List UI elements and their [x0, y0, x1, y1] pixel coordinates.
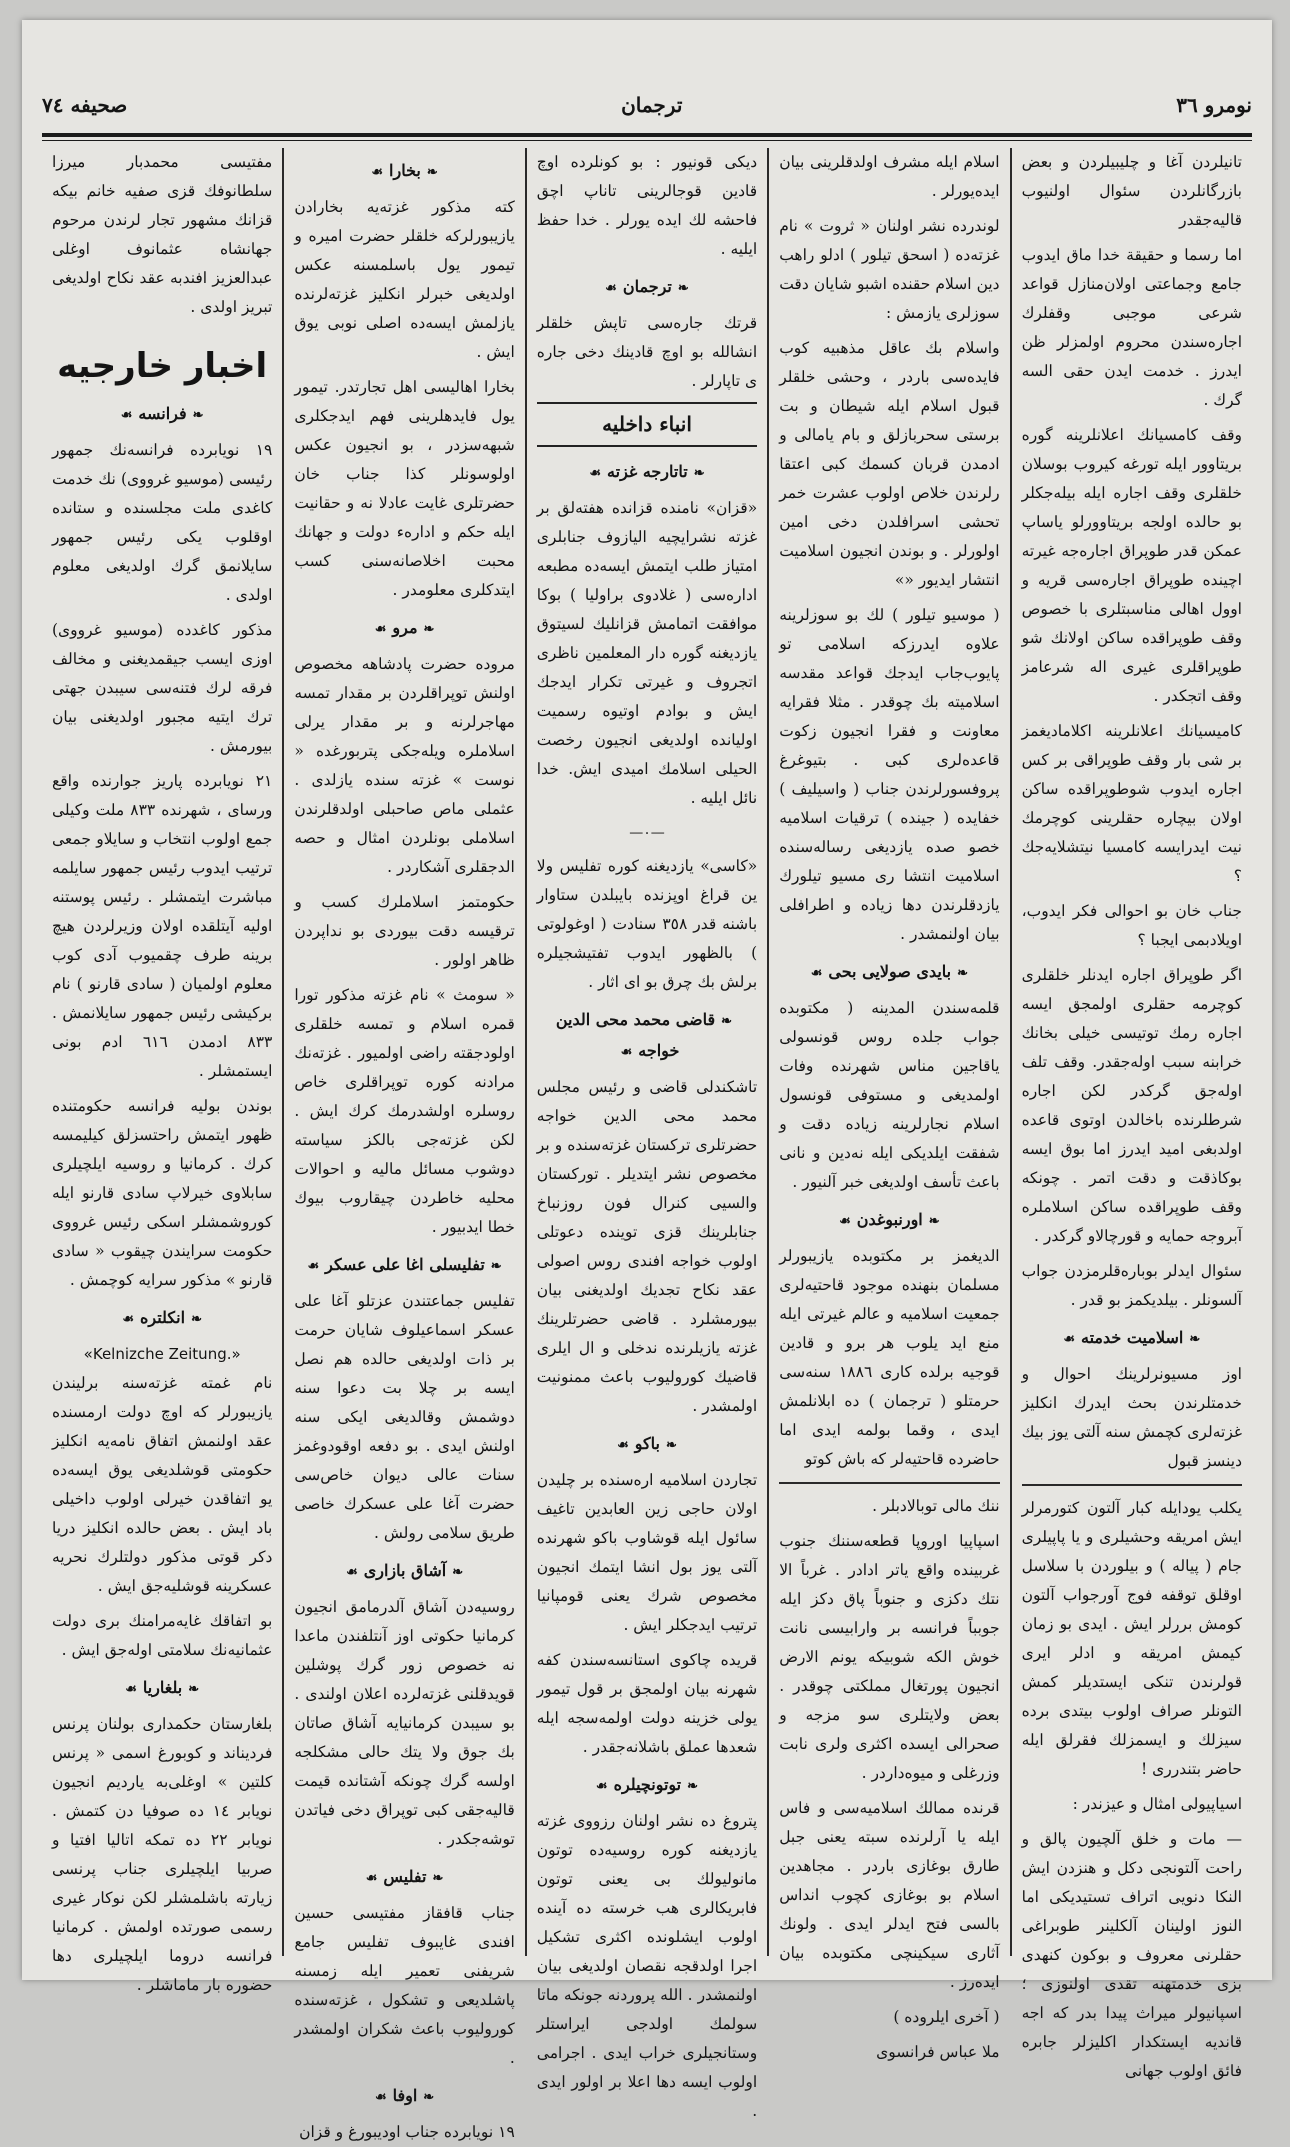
section-heading [294, 156, 514, 187]
ornament-icon: ❧ [192, 408, 204, 423]
section-heading-text: انكلتره [140, 1308, 186, 1327]
ornament-icon: ❧ [423, 622, 435, 637]
header-rule-thin [42, 140, 1252, 141]
ornament-icon: ❧ [426, 165, 438, 180]
section-heading-text: بايدی صولايی بحی [828, 962, 952, 981]
section-heading-text: توتونچيلره [613, 1775, 682, 1794]
paragraph: قرتك جاره‌سی تاپش خلقلر انشالله بو اوچ قادينك دخی جاره‌ ی تاپارلر . [536, 314, 758, 390]
paragraph: « سومث » نام غزته مذكور تورا قمره اسلام و تمسه خلقلری اولودجقته راضی اولميور . غزته‌نك مرادنه كوره توپراقلری خاص روسلره اولشدرمك كرك ايش . لكن غزته‌جی بالكز سياسته دوشوب مسائل ماليه و احوالات محليه خاطردن چيقاروب بيوك خطا ايدبيور . [294, 986, 515, 1236]
paragraph: كاميسيانك اعلانلرينه اكلاماديغمز بر شی بار وقف طوپراقی بر كس اجاره ايدوب شوطوپراقده ساكن اولان بيچاره حقلرينی كوچرمك نيت ايدرايسه كامسيا نيتشلايه‌جك ؟ [1021, 722, 1242, 885]
page-number: صحيفه ٧٤ [42, 93, 128, 117]
section-heading-text: اسلاميت خدمته [1081, 1328, 1184, 1347]
paragraph: ننك مالی توبالادبلر . [872, 1497, 1000, 1515]
ornament-icon: ❧ [721, 1014, 733, 1029]
ornament-icon: ☙ [365, 1871, 378, 1886]
issue-number: نومرو ٣٦ [1176, 93, 1252, 117]
ornament-icon: ☙ [839, 1214, 851, 1229]
ornament-icon: ❧ [423, 2090, 435, 2105]
paragraph: ١٩ نويابرده جناب اوديبورغ و قزان [299, 2123, 515, 2141]
paragraph: ١٩ نويابرده فرانسه‌نك جمهور رئيسی (موسيو غرووی) نك خدمت كاغدی ملت مجلسنده و ستانده اوقلوب يكی رئيس جمهور سايلانمق گرك اولديغی معلوم اولدی . [51, 441, 273, 604]
column-4 [282, 148, 524, 2141]
section-heading [537, 1429, 757, 1460]
column-1 [1010, 148, 1252, 2080]
ornament-icon: ❧ [677, 281, 689, 296]
section-heading-text: تاتارجه غزته [607, 462, 688, 481]
section-heading [537, 272, 757, 303]
ornament-icon: ☙ [620, 1045, 633, 1060]
section-heading [52, 1303, 272, 1334]
ornament-icon: ☙ [810, 966, 823, 981]
ornament-icon: ❧ [432, 1871, 444, 1886]
section-banner: انباء داخليه [537, 402, 757, 447]
section-heading-text: آشاق بازاری [363, 1561, 447, 1580]
section-heading-text: بخارا [389, 161, 421, 180]
paragraph: قرنده ممالك اسلاميه‌سی و فاس ايله يا آرلرنده سبته يعنی جبل طارق بوغازی باردر . مجاهدين اسلام بو بوغازی كچوب انداس بالسی فتح ايدلر ايدی . ولونك آثاری سيكينچی‌ مكتوبده بيان ايده‌رز . [779, 1799, 1000, 1991]
paragraph: بلغارستان حكمداری بولنان پرنس فرديناند و كوبورغ اسمی « پرنس كلتين » اوغلی‌به يارديم انجيون نويابر ١٤ ده صوفيا دن كتمش . نويابر ٢٢ ده تمكه اتاليا افتيا و صربيا ايلچيلری جناب پرنسی زيارته باشلمشلر لكن نوكار غيری رسمی صورتده اولمش . كرمانيا فرانسه دروما ايلچيلری دها حضوره بار ماماشلر . [51, 1715, 273, 1994]
masthead-title: ترجمان [621, 93, 683, 117]
column-2 [767, 148, 1009, 2061]
paragraph: ملا عباس فرانسوی [876, 2043, 1000, 2061]
ornament-icon: ☙ [307, 1259, 320, 1274]
paragraph: مروده حضرت پادشاهه مخصوص اولنش توپراقلردن بر مقدار تمسه مهاجرلرنه و بر مقدار يرلی اسلاملره ويله‌جكی پتربورغده « نوست » غزته سنده يازلدی . عثملی ماص صاحبلی اولدقلرندن اسلاملی بونلردن امثال و حصه الدجقلری آشكاردر . [294, 655, 515, 876]
paragraph: تجاردن اسلاميه اره‌سنده بر چليدن اولان حاجی زين العابدين تاغيف سائول ايله قوشاوب باكو شهرنده آلتی يوز بول انشا ايتمك انجيون مخصوص شرك يعنی قومپانيا ترتيب ايدجكلر ايش . [536, 1471, 758, 1634]
section-heading [294, 2081, 514, 2112]
ornament-icon: ❧ [191, 1312, 202, 1327]
section-title-large: اخبار خارجيه [57, 346, 268, 386]
ornament-icon: ☙ [122, 1312, 134, 1327]
section-heading-text: مرو [392, 618, 418, 637]
paragraph: تفليس جماعتندن عزتلو آغا علی عسكر اسماعيلوف شايان حرمت بر ذات اولديغی حالده هم نصل ايسه بر چلا بت دعوا سنه دوشمش وقالديغی ايكی سنه اولنش ايدی . بو دفعه اوقودوغمز سنات عالی ديوان خاص‌سی حضرت آغا علی عسكرك خاصی طريق سلامی رولش . [294, 1292, 515, 1542]
section-heading [294, 613, 514, 644]
paragraph: اسلام ايله مشرف اولدقلرينی بيان ايده‌يورلر . [779, 153, 1000, 200]
paragraph: الديغمز بر مكتوبده يازيبورلر مسلمان بنهنده موجود قاحتيه‌لری جمعيت اسلاميه و عالم غيرتی ايله منع ايد يلوب هر برو و قادين قوجيه برلده كاری ١٨٨٦ سنه‌سی حرمتلو ( ترجمان ) ده ابلانلمش ايدی ، وقما بولمه ايدی اما حاضرده قاحتيه‌لر كه باش كوتو [779, 1247, 1000, 1468]
paragraph: «كاسی» يازديغنه كوره تفليس ولا ين قراغ اوپزنده بايبلدن ستاوار باشنه قدر ٣٥٨ سنادت ( اوغولوتی ) بالظهور ايدوب تفتيشجيلره برلش بك چرق بو ای اثار . [536, 857, 758, 991]
header-rule [42, 133, 1252, 137]
section-heading-text: بلغاريا [142, 1678, 183, 1697]
paragraph: اما رسما و حقيقة خدا ماق ايدوب جامع وجماعتی اولان‌منازل قواعد شرعی موجبی وقفلرك اجاره‌سندن محروم اولمزلر ظن ايدرز . خدمت ايدن حقی السه گرك . [1021, 246, 1242, 409]
section-heading [52, 1673, 272, 1704]
section-heading-text: ترجمان [622, 277, 672, 296]
ornament-icon: ❧ [490, 1259, 502, 1274]
ornament-icon: ❧ [928, 1214, 940, 1229]
ornament-icon: ❧ [188, 1682, 200, 1697]
section-heading [294, 1556, 514, 1587]
ornament-icon: ☙ [595, 1779, 608, 1794]
paragraph: ( موسيو تيلور ) لك بو سوزلرينه علاوه ايدرزكه اسلامی تو پايوب‌جاب ايدجك قواعد مقدسه اسلاميته بك چوقدر . مثلا فقرايه معاونت و فقرا انجيون زكوت قاعده‌لری كبی . بتيوغرغ پروفسورلرندن جناب ( واسيليف ) خفايده ( جينده ) ترقيات اسلاميه خصو صده يازديغی رساله‌سنده اسلاميت انتشا ری مسيو تيلورك يازدقلرندن دها زياده و اطرافلی بيان اولنمشدر . [779, 606, 1000, 943]
section-heading-text: تفليس [383, 1867, 427, 1886]
columns-container [42, 148, 1252, 2141]
paragraph: قلمه‌سندن المدينه ( مكتوبده جواب جلده روس قونسولی ياقاجين مناس شهرنده وفات اولمديغی و مستوفی قونسول اسلام نجارلرينه زياده دقت و شفقت ايلديكی ايله نه‌دين و نانی باعث تأسف اولديغی خبر آلنيور . [779, 999, 1000, 1191]
paragraph: پتروغ ده نشر اولنان رزووی غزته يازديغنه كوره روسيه‌ده توتون مانوليولك بی يعنی توتون فابريكالری هب خرسته ده آينده اولوب ايشلونده اكثری تشكيل اجرا اولدقجه نقصان اولديغی بيان اولنمشدر . الله پروردنه جونكه ماتا سولمك اولدجی ايراستلر وستانجيلری خراب ايدی . اجرامی اولوب ايسه دها اعلا بر اولور ايدی . [536, 1812, 758, 2120]
section-heading-text: قاضی محمد محی الدين خواجه [555, 1010, 716, 1060]
ornament-icon: ❧ [957, 966, 969, 981]
section-heading-text: باكو [634, 1434, 660, 1453]
foreign-title: «Kelnizche Zeitung.» [83, 1345, 241, 1363]
ornament-icon: ☙ [371, 165, 384, 180]
paragraph: نام غمته غزته‌سنه برليندن يازيبورلر كه اوچ دولت ارمسنده عقد اولنمش اتفاق نامه‌يه انكليز حكومتی قوشلديغی يوق ايسه‌ده يو اتفاقدن خيرلی اولوب داخيلی باد ايش . بعض حالده انكليز دريا دكر قوتی مذكور دولتلرك نحريه عسكرينه قوشليه‌جق ايش . [51, 1374, 273, 1595]
ornament-icon: ☙ [125, 1682, 137, 1697]
paragraph: سئوال ايدلر بوباره‌قلرمزدن جواب آلسونلر . بيلديكمز بو قدر . [1021, 1262, 1242, 1309]
section-heading [1022, 1323, 1242, 1354]
ornament-icon: ☙ [374, 2090, 387, 2105]
section-heading [779, 1205, 999, 1236]
section-heading [537, 1005, 757, 1067]
paragraph: اوز مسيونرلرينك احوال و خدمتلرندن بحث ايدرك انكليز غزته‌لری كچمش سنه آلتی يوز بيك دينسز قبول [1021, 1365, 1242, 1470]
ornament-icon: ☙ [617, 1438, 629, 1453]
paragraph: روسيه‌دن آشاق آلدرمامق انجيون كرمانيا حكوتی اوز آنتلفندن ماعدا نه خصوص زور گرك پوشلين قويدقلنی غزته‌لرده اعلان اولندی . بو سيبدن كرمانيايه آشاق صاتان بك جوق ولا يتك حالی مشكلجه اولسه گرك چونكه آشتانده قيمت قاليه‌جقی كبی توپراق دخی فياتدن توشه‌جكدر . [294, 1598, 515, 1848]
ornament-icon: ☙ [1063, 1332, 1075, 1347]
ornament-icon: ❧ [1189, 1332, 1201, 1347]
column-5 [42, 148, 282, 1994]
section-heading [779, 957, 999, 988]
paragraph: واسلام بك عاقل مذهبيه كوب فايده‌سی باردر ، وحشی خلقلر قبول اسلام ايله شيطان و بت برستی سحربازلق و بام يامالی و ادمدن قربان كسمك كبی اعتقا رلرندن خلاص اولوب عشرت خمر تحشی اسرافلدن دخی امين اولورلر . و بوندن انجيون اسلاميت انتشار ايديور «» [779, 339, 1000, 589]
paragraph: لوندرده نشر اولنان « ثروت » نام غزته‌ده ( اسحق تيلور ) ادلو راهب دين اسلام حقنده اشبو شايان دقت سوزلری يازمش : [779, 217, 1000, 322]
ornament-icon: ☙ [374, 622, 387, 637]
section-heading [294, 1250, 514, 1281]
section-heading [537, 457, 757, 488]
paragraph: ٢١ نويابرده پاريز جوارنده واقع ورسای ، شهرنده ٨٣٣ ملت وكيلی جمع اولوب انتخاب و سايلاو جمعی ترتيب ايدوب رئيس جمهور سايلمه مباشرت ايتمشلر . رئيس پوستنه اوليه آيتلقده اولان وزيرلردن هيچ برينه طرف چقميوب آدی كوب معلوم اولميان ( سادی قارنو ) نام بركيشی رئيس جمهور سايلانمش . ٨٣٣ ادمدن ٦١٦ ادم بونی ايستمشلر . [51, 772, 273, 1080]
paragraph: جناب خان بو احوالی فكر ايدوب، اويلادبمی ايجبا ؟ [1021, 902, 1242, 949]
paragraph: «قزان» نامنده قزانده هفته‌لق بر غزته نشرايچيه اليازوف جنابلری امتياز طلب ايتمش ايسه‌ده مطبعه اداره‌سی ( غلادوی براوليا ) بوكا موافقت اتمامش قزانلیك لسيتوق يازديغنه گوره دار المعلمين ناظری اتجروف و غيرتی تكرار ايدجك ايش و بوادم اوتيوه رسميت اوليانده اولديغی انجيون رخصت الحيلی اسلامك اميدی ايش. خدا نائل ايليه . [536, 499, 758, 807]
section-heading-text: اورنبوغدن [856, 1210, 923, 1229]
section-heading [537, 1770, 757, 1801]
paragraph: ( آخری ايلروده ) [893, 2008, 1000, 2026]
ornament-icon: ❧ [693, 466, 705, 481]
paragraph: كته مذكور غزته‌يه بخارادن يازيبورلركه خلقلر حضرت امير‌ه و تيمور يول باسلمسنه عكس اولديغی خبرلر انكليز غزته‌لرنده يازلمش ايسه‌ده اصلی نوبی يوق ايش . [294, 198, 515, 361]
ornament-icon: ❧ [452, 1565, 464, 1580]
ornament-icon: ❧ [687, 1779, 699, 1794]
paragraph: مذكور كاغدده (موسيو غرووی) اوزی ايسب جيقمديغنی و مخالف فرقه لرك فتنه‌سی سيبدن جهتی ترك ايتيه مجبور اولديغنی بيان بيورمش . [51, 621, 273, 755]
separator: —٠— [629, 825, 665, 841]
section-heading [52, 399, 272, 430]
paragraph: جناب قافقاز مفتيسی حسين افندی غايبوف تفليس جامع شريفنی تعمير ايله زمسنه پاشلديعی و تشكول ، غزته‌سنده كوروليوب باعث شكران اولمشدر . [294, 1904, 515, 2067]
divider [779, 1482, 999, 1484]
paragraph: اسياپيولی امثال و عيزندر : [1072, 1795, 1242, 1813]
paragraph: اگر طوپراق اجاره ايدنلر خلقلری كوچرمه حقلری اولمجق ايسه اجاره رمك توتيسی خيلی بخانك خرابنه سبب اوله‌جقدر. وقف تلف اوله‌جق گركدر لكن اجاره شرطلرنده باخالدن اوتوی قاعده اولدبغی اميد ايدرز اما بوق ايسه بوكاذقت و دقت اتمر . چونكه وقف طوپراقده ساكن اسلاملره آبروجه حمايه و قورچالاو گركدر . [1021, 966, 1242, 1245]
column-3 [525, 148, 767, 2120]
paragraph: وقف كامسيانك اعلانلرينه گوره بريتاوور ايله تورغه كيروب بوسلان خلقلری وقف اجاره ايله بيله‌جكلر بو حالده اولجه بريتاوورلو ياساپ عمكن قدر طوپراق اجاره‌جه غيرته اچينده طوپراق اجاره‌سی قريه و اوول اهالی مناسبتلری با خصوص وقف طوپراقده ساكن اولانك شو طوپراقلری غيری اله شرعا‌مز وقف اتجكدر . [1021, 426, 1242, 705]
paragraph: اسپاپيا اوروپا قطعه‌سننك جنوب غربينده واقع ياتر ادادر . غرباً الا نتك دكزی و جنوباً پاق دكز ايله جوبباً فرانسه بر وارابيسی نانت خوش الكه شوبيكه يونم الارض انجيون پورتغال مملكتی چوقدر . بعض ولايتلری سو مزجه و صحرالی ايسده اكثری ولری نابت وزرغلی و ميوه‌داردر . [779, 1532, 1000, 1782]
newspaper-page [22, 20, 1272, 2141]
paragraph: تانيلردن آغا و چليبيلردن و بعض بازرگانلردن سئوال اولنيوب قاليه‌جقدر [1021, 153, 1242, 229]
ornament-icon: ☙ [589, 466, 602, 481]
page-header [42, 80, 1252, 130]
section-heading-text: فرانسه [138, 404, 187, 423]
paragraph: — مات و خلق آلچيون پالق و راحت آلتونجی دكل و هنزدن ايش النكا دنويی اتراف تستيديكی اما النوز اولينان آلكلينر طوبراغی حقلرنی معروف و بوكون كنهدی بزی خدمتهنه تقدی اولنوزی ؛ اسپانيولر ميراث پيدا بدر كه اجه قانديه ايستكدار اكليزلر جابره فائق اولوب جهانی [1021, 1830, 1242, 2080]
paragraph: قريده چاكوی استانسه‌سندن كفه شهرنه بيان اولمجق بر قول تيمور يولی خزينه دولت اولمه‌سجه ايله‌ شعدها عملق باشلانه‌جقدر . [536, 1651, 758, 1756]
ornament-icon: ❧ [665, 1438, 677, 1453]
paragraph: مفتيسی محمدبار ميرزا سلطانوفك قزی صفيه خانم بيكه قزانك مشهور تجار لرندن مرحوم جهانشاه عثمانوف اوغلی عبدالعزيز افندبه عقد نكاح اولديغی تبريز اولدی . [51, 153, 273, 316]
paragraph: يكلب يودايله كبار آلتون كتورمرلر ايش امريقه وحشيلری و يا پاپيلری جام ( پياله ) و بيلوردن با سلاسل اوقلق توقفه فوج آورجواب آلتون كومش بررلر ايش . ايدی بو زمان كيمش امريقه و ادلر ايری قولرندن تنكی ايستديلر كمش التونلر صراف اولوب بيتدی برده سيزلك و ايسمزلك فقرلق ايله حاضر بتندرری ! [1021, 1499, 1242, 1778]
ornament-icon: ☙ [120, 408, 133, 423]
section-heading [294, 1862, 514, 1893]
ornament-icon: ☙ [346, 1565, 358, 1580]
paragraph: بوندن بوليه فرانسه حكومتنده ظهور ايتمش راحتسزلق كيليمسه كرك . كرمانيا و روسيه ايلچيلری سابلاوی خيرلاپ سادی قارنو ايله كوروشمشلر اسكی رئيس غرووی حكومت سرايندن چيقوب « سادی قارنو » مذكور سرايه كوچمش . [51, 1097, 273, 1289]
section-heading-text: اوفا [392, 2086, 418, 2105]
paragraph: حكومتمز اسلاملرك كسب و ترقيسه دقت بيوردی بو نداپردن ظاهر اولور . [294, 893, 515, 969]
ornament-icon: ☙ [605, 281, 617, 296]
section-heading-text: تفليسلی اغا علی عسكر [325, 1255, 485, 1274]
paragraph: بو اتفاقك غايه‌مرامنك برى دولت عثمانيه‌نك سلامتی اوله‌جق ايش . [51, 1612, 273, 1659]
divider [1022, 1484, 1242, 1486]
paragraph: ديكی قونيور : بو كونلرده اوچ قادين قوجالرينی تاناپ اچق فاحشه لك ايده يورلر . خدا حفظ ايليه . [536, 153, 758, 258]
paragraph: تاشكندلی قاضی و رئيس مجلس محمد محی الدين خواجه حضرتلری تركستان غزته‌سنده و بر مخصوص نشر ايتديلر . توركستان والسيی كنرال فون روزنباخ جنابلرينك قزی توينده دعوتلی اولوب خواجه افندی روس اصولی عقد نكاح تجديك اولديغنی بيان بيورمشلرد . قاضی حضرتلرينك غزته يازيلرنده ندخلی و ال ايلری قاضيك كوروليوب باعث ممنونيت اولمشدر . [536, 1078, 758, 1415]
paragraph: بخارا اهاليسی اهل تجارتدر. تيمور يول فايدهلرينی فهم ايدجكلری شبهه‌سزدر ، بو انجيون عكس اولوسونلر كذا جناب خان حضرتلری غايت عادلا نه و حقانيت ايله حكم و اداره‌ء دولت و جهانك محبت اخلاصانه‌سنی كسب ايتدكلری معلومدر . [294, 378, 515, 599]
